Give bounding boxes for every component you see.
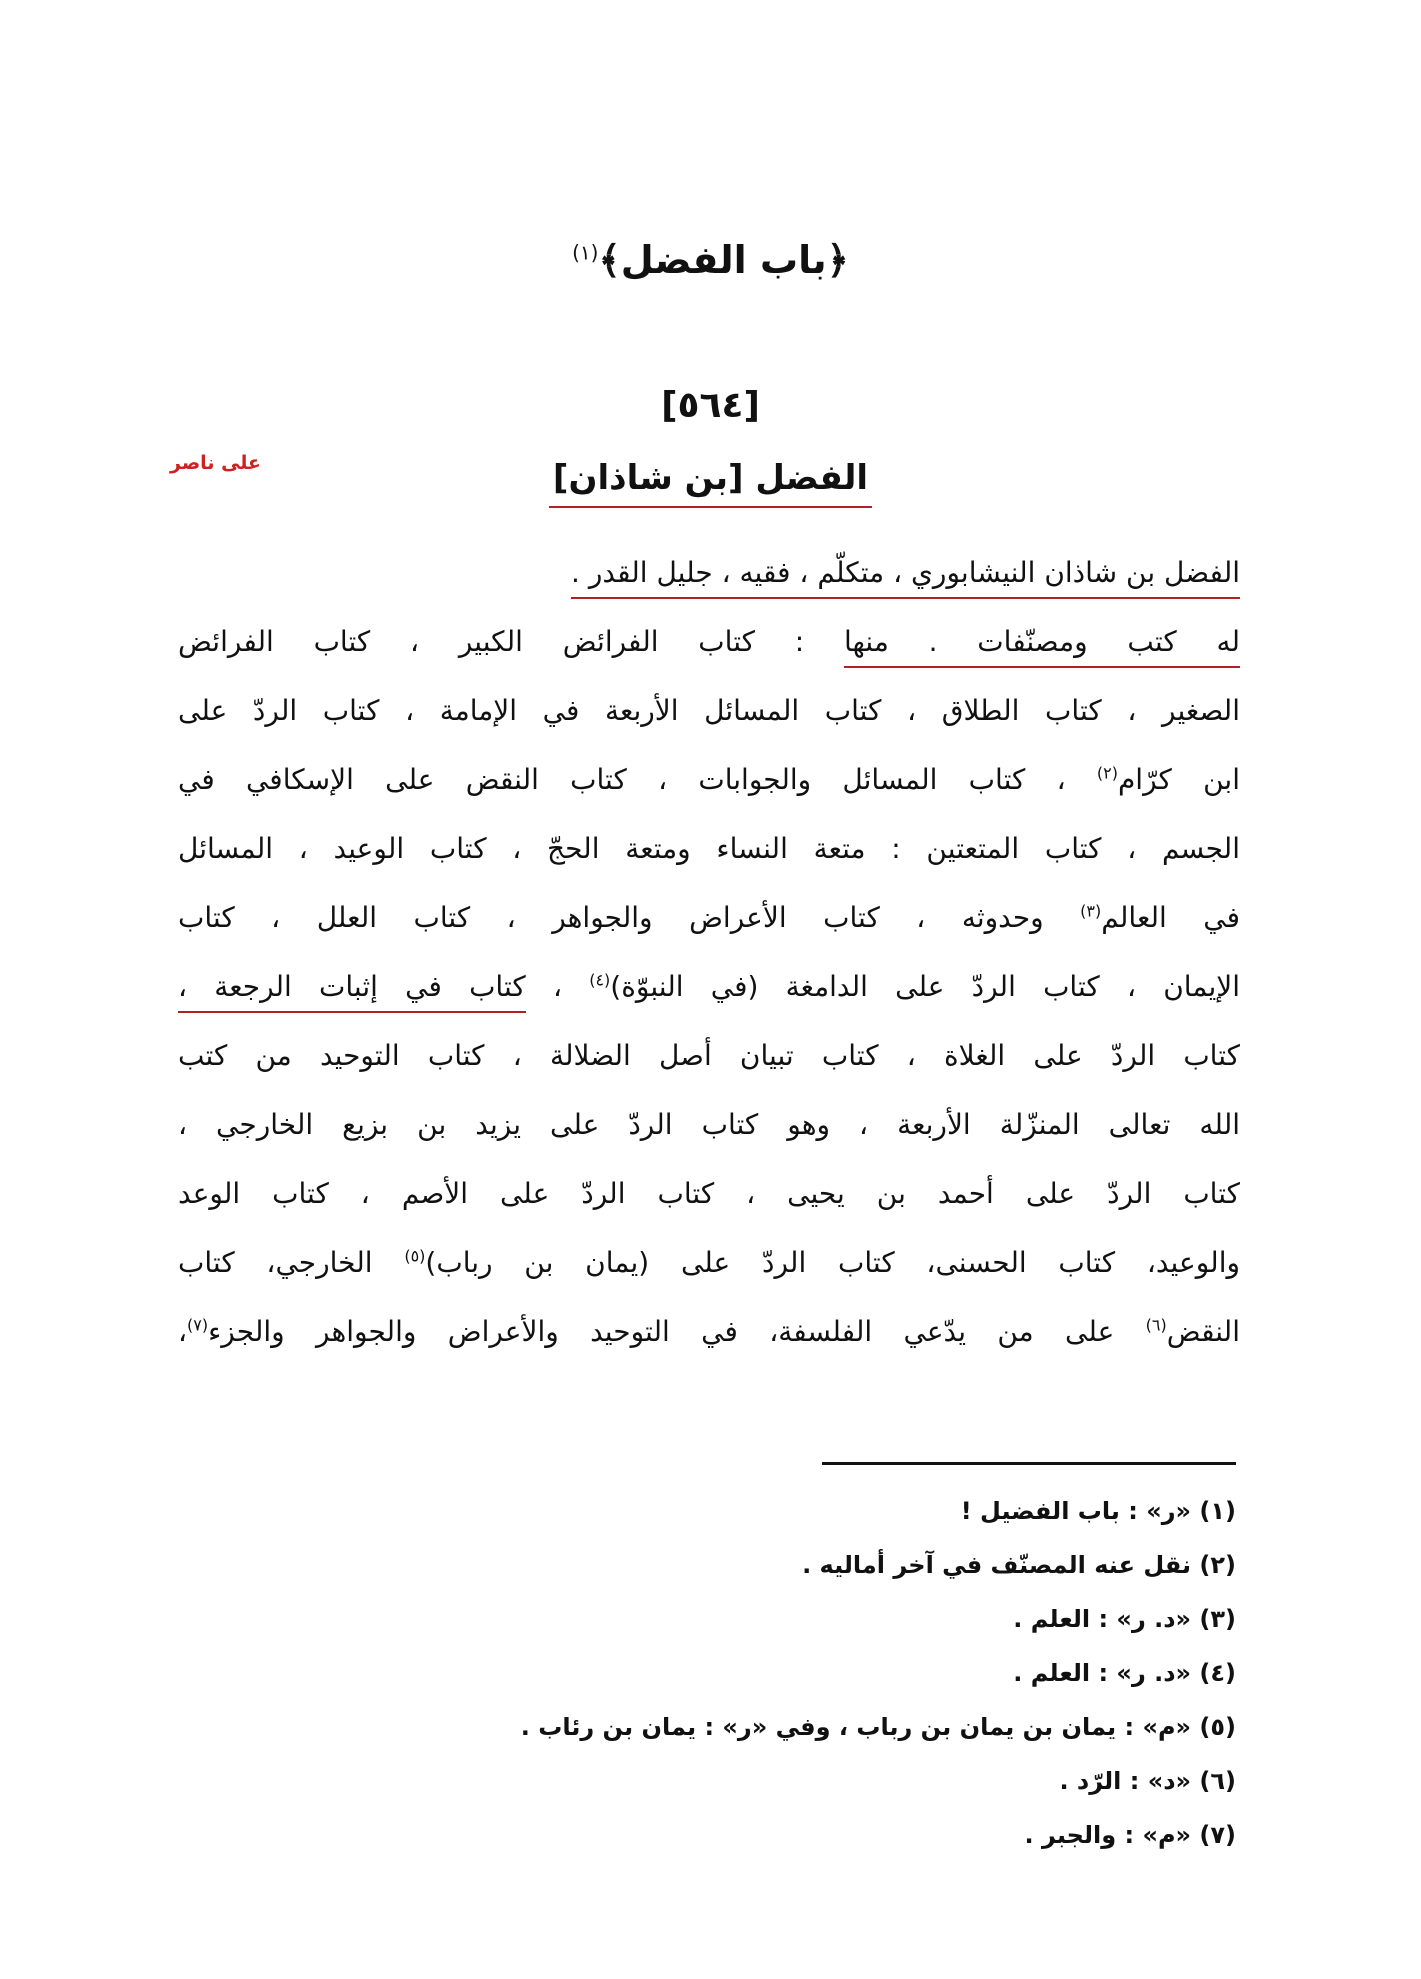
text-segment: : كتاب الفرائض الكبير ، كتاب الفرائض xyxy=(178,625,844,658)
text-segment: كتاب الردّ على أحمد بن يحيى ، كتاب الردّ على الأصم ، كتاب الوعد xyxy=(178,1177,1240,1210)
body-line xyxy=(178,1228,1240,1297)
chapter-title xyxy=(0,238,1421,282)
text-segment: الفضل بن شاذان النيشابوري ، متكلّم ، فقيه ، جليل القدر . xyxy=(571,556,1240,599)
chapter-title-text: ﴿باب الفضل﴾ xyxy=(598,238,849,282)
text-segment: الإيمان ، كتاب الردّ على الدامغة (في النبوّة) xyxy=(610,970,1241,1003)
footnote: (٢) نقل عنه المصنّف في آخر أماليه . xyxy=(802,1551,1236,1579)
body-text xyxy=(178,538,1240,1366)
text-segment: الصغير ، كتاب الطلاق ، كتاب المسائل الأربعة في الإمامة ، كتاب الردّ على xyxy=(178,694,1240,727)
text-segment: في العالم xyxy=(1101,901,1241,934)
footnote: (١) «ر» : باب الفضيل ! xyxy=(960,1497,1236,1525)
text-segment: الله تعالى المنزّلة الأربعة ، وهو كتاب الردّ على يزيد بن بزيع الخارجي ، xyxy=(178,1108,1240,1141)
entry-number: [٥٦٤] xyxy=(661,385,760,426)
footnote-ref: (٣) xyxy=(1080,901,1102,921)
text-segment: والوعيد، كتاب الحسنى، كتاب الردّ على (يمان بن رباب) xyxy=(425,1246,1241,1279)
footnote: (٥) «م» : يمان بن يمان بن رباب ، وفي «ر» : يمان بن رئاب . xyxy=(520,1713,1236,1741)
body-line xyxy=(178,1159,1240,1228)
footnote-divider xyxy=(822,1462,1236,1465)
text-segment: ، xyxy=(178,1315,188,1348)
body-line xyxy=(178,1297,1240,1366)
text-segment: على من يدّعي الفلسفة، في التوحيد والأعراض والجواهر والجزء xyxy=(208,1315,1146,1348)
text-segment: وحدوثه ، كتاب الأعراض والجواهر ، كتاب العلل ، كتاب xyxy=(178,901,1081,934)
footnote-ref: (٦) xyxy=(1145,1315,1167,1335)
body-line xyxy=(178,676,1240,745)
footnote: (٦) «د» : الرّد . xyxy=(1059,1767,1236,1795)
body-line xyxy=(178,1021,1240,1090)
footnote-ref: (٢) xyxy=(1096,763,1118,783)
body-line xyxy=(178,883,1240,952)
footnote-ref: (٧) xyxy=(187,1315,209,1335)
text-segment: ابن كرّام xyxy=(1117,763,1240,796)
text-segment: الجسم ، كتاب المتعتين : متعة النساء ومتعة الحجّ ، كتاب الوعيد ، المسائل xyxy=(178,832,1240,865)
footnote: (٤) «د. ر» : العلم . xyxy=(1013,1659,1236,1687)
footnote-ref: (٤) xyxy=(589,970,611,990)
text-segment: له كتب ومصنّفات . منها xyxy=(844,625,1240,668)
footnote: (٧) «م» : والجبر . xyxy=(1024,1821,1236,1849)
text-segment: النقض xyxy=(1166,1315,1240,1348)
text-segment: ، xyxy=(525,970,590,1003)
body-line xyxy=(178,1090,1240,1159)
body-line xyxy=(178,814,1240,883)
footnotes xyxy=(178,1484,1236,1862)
body-line xyxy=(178,952,1240,1021)
body-line xyxy=(178,538,1240,607)
text-segment: الخارجي، كتاب xyxy=(178,1246,405,1279)
body-line xyxy=(178,607,1240,676)
entry-name: الفضل [بن شاذان] xyxy=(549,458,872,508)
text-segment: كتاب الردّ على الغلاة ، كتاب تبيان أصل الضلالة ، كتاب التوحيد من كتب xyxy=(178,1039,1240,1072)
footnote: (٣) «د. ر» : العلم . xyxy=(1013,1605,1236,1633)
body-line xyxy=(178,745,1240,814)
footnote-ref: (١) xyxy=(572,240,599,265)
footnote-ref: (٥) xyxy=(404,1246,426,1266)
text-segment: كتاب في إثبات الرجعة ، xyxy=(178,970,526,1013)
stamp-label: على ناصر xyxy=(170,452,262,474)
text-segment: ، كتاب المسائل والجوابات ، كتاب النقض على الإسكافي في xyxy=(178,763,1097,796)
